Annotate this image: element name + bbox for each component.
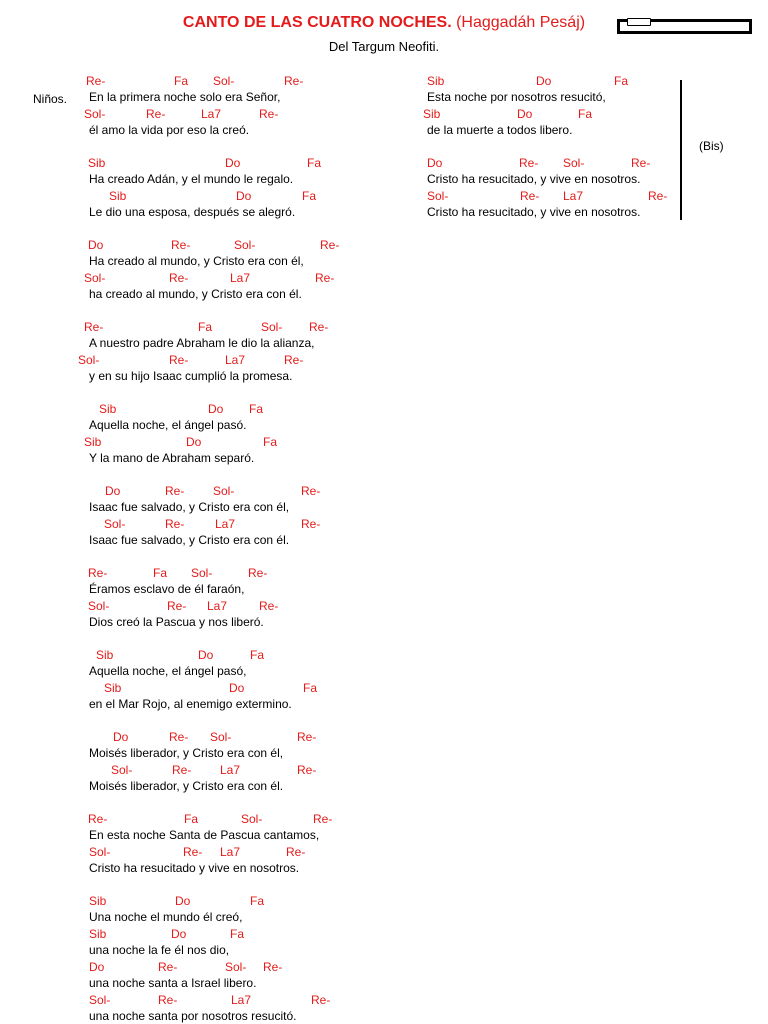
chord: Re- bbox=[284, 74, 304, 88]
chord: Sol- bbox=[84, 271, 106, 285]
chord: La7 bbox=[225, 353, 246, 367]
chord: Re- bbox=[169, 730, 189, 744]
chord: Re- bbox=[301, 517, 321, 531]
lyric-line: Aquella noche, el ángel pasó, bbox=[89, 664, 247, 678]
lyric-line: una noche santa a Israel libero. bbox=[89, 976, 257, 990]
chord: Do bbox=[536, 74, 552, 88]
chord: Fa bbox=[263, 435, 278, 449]
chord: Sib bbox=[96, 648, 114, 662]
chord: Fa bbox=[230, 927, 245, 941]
chord: Re- bbox=[301, 484, 321, 498]
chord: Re- bbox=[158, 960, 178, 974]
lyric-line: en el Mar Rojo, al enemigo extermino. bbox=[89, 697, 292, 711]
chord: Sib bbox=[99, 402, 117, 416]
chord: La7 bbox=[207, 599, 228, 613]
chord: Sol- bbox=[111, 763, 133, 777]
lyric-line: ha creado al mundo, y Cristo era con él. bbox=[89, 287, 302, 301]
chord: Re- bbox=[165, 517, 185, 531]
chord: Fa bbox=[174, 74, 189, 88]
chord: Re- bbox=[313, 812, 333, 826]
chord: Sol- bbox=[213, 74, 235, 88]
chord: Fa bbox=[302, 189, 317, 203]
chord: Re- bbox=[631, 156, 651, 170]
chord: Fa bbox=[303, 681, 318, 695]
chord: Do bbox=[175, 894, 191, 908]
repeat-bracket bbox=[680, 80, 682, 220]
chord: Sol- bbox=[261, 320, 283, 334]
lyric-line: Y la mano de Abraham separó. bbox=[89, 451, 255, 465]
chord: La7 bbox=[201, 107, 222, 121]
chord: Sol- bbox=[88, 599, 110, 613]
chord: Fa bbox=[198, 320, 213, 334]
chord: Re- bbox=[309, 320, 329, 334]
chord: La7 bbox=[230, 271, 251, 285]
lyric-line: Esta noche por nosotros resucitó, bbox=[427, 90, 606, 104]
chord: Re- bbox=[263, 960, 283, 974]
lyric-line: Cristo ha resucitado, y vive en nosotros. bbox=[427, 172, 641, 186]
chord: Re- bbox=[169, 353, 189, 367]
chord: Fa bbox=[153, 566, 168, 580]
lyric-line: Cristo ha resucitado, y vive en nosotros. bbox=[427, 205, 641, 219]
lyric-line: Ha creado al mundo, y Cristo era con él, bbox=[89, 254, 304, 268]
chord: Sib bbox=[109, 189, 127, 203]
header-box bbox=[617, 19, 752, 34]
lyric-line: Isaac fue salvado, y Cristo era con él, bbox=[89, 500, 290, 514]
lyric-line: Éramos esclavo de él faraón, bbox=[89, 582, 245, 596]
lyric-line: Ha creado Adán, y el mundo le regalo. bbox=[89, 172, 294, 186]
song-subtitle: Del Targum Neofiti. bbox=[328, 39, 440, 54]
chord: Re- bbox=[519, 156, 539, 170]
chord: Re- bbox=[84, 320, 104, 334]
chord: Do bbox=[236, 189, 252, 203]
repeat-label: (Bis) bbox=[699, 139, 724, 153]
chord: La7 bbox=[220, 763, 241, 777]
song-title-main: CANTO DE LAS CUATRO NOCHES. bbox=[182, 14, 452, 31]
chord: Fa bbox=[307, 156, 322, 170]
lyric-line: Dios creó la Pascua y nos liberó. bbox=[89, 615, 264, 629]
chord: Sol- bbox=[241, 812, 263, 826]
chord: Re- bbox=[165, 484, 185, 498]
chord: Re- bbox=[311, 993, 331, 1007]
chord: Re- bbox=[172, 763, 192, 777]
lyric-line: En esta noche Santa de Pascua cantamos, bbox=[89, 828, 320, 842]
chord: La7 bbox=[215, 517, 236, 531]
header-box-tab bbox=[627, 18, 651, 26]
chord: Re- bbox=[259, 107, 279, 121]
lyric-line: Aquella noche, el ángel pasó. bbox=[89, 418, 247, 432]
lyric-line: Una noche el mundo él creó, bbox=[89, 910, 243, 924]
chord: Do bbox=[88, 238, 104, 252]
chord: Sol- bbox=[225, 960, 247, 974]
chord: Re- bbox=[315, 271, 335, 285]
chord: Sol- bbox=[210, 730, 232, 744]
chord: Re- bbox=[520, 189, 540, 203]
chord: Fa bbox=[614, 74, 629, 88]
chord: Do bbox=[198, 648, 214, 662]
chord: Re- bbox=[284, 353, 304, 367]
lyric-line: él amo la vida por eso la creó. bbox=[89, 123, 250, 137]
chord: Do bbox=[113, 730, 129, 744]
lyric-line: Isaac fue salvado, y Cristo era con él. bbox=[89, 533, 290, 547]
chord: Fa bbox=[249, 402, 264, 416]
chord: Sol- bbox=[89, 845, 111, 859]
lyric-line: Le dio una esposa, después se alegró. bbox=[89, 205, 296, 219]
chord: Fa bbox=[250, 648, 265, 662]
lyric-line: una noche la fe él nos dio, bbox=[89, 943, 230, 957]
lyric-line: Moisés liberador, y Cristo era con él. bbox=[89, 779, 284, 793]
chord: Re- bbox=[169, 271, 189, 285]
chord: Do bbox=[427, 156, 443, 170]
chord: Do bbox=[186, 435, 202, 449]
chord: Fa bbox=[250, 894, 265, 908]
chord: Re- bbox=[86, 74, 106, 88]
chord: Sib bbox=[84, 435, 102, 449]
chord: Fa bbox=[578, 107, 593, 121]
chord: Re- bbox=[286, 845, 306, 859]
lyric-line: de la muerte a todos libero. bbox=[427, 123, 573, 137]
chord: Re- bbox=[158, 993, 178, 1007]
chord: Do bbox=[171, 927, 187, 941]
chord: Do bbox=[208, 402, 224, 416]
chord: Re- bbox=[248, 566, 268, 580]
chord: Do bbox=[105, 484, 121, 498]
chord: Re- bbox=[648, 189, 668, 203]
chord: Sib bbox=[427, 74, 445, 88]
speaker-label: Niños. bbox=[33, 92, 68, 106]
lyric-line: una noche santa por nosotros resucitó. bbox=[89, 1009, 297, 1023]
chord: La7 bbox=[563, 189, 584, 203]
chord: Re- bbox=[320, 238, 340, 252]
chord: Sol- bbox=[89, 993, 111, 1007]
chord: Sol- bbox=[213, 484, 235, 498]
chord: Re- bbox=[183, 845, 203, 859]
chord: Re- bbox=[88, 812, 108, 826]
chord: Sol- bbox=[563, 156, 585, 170]
chord: Sib bbox=[88, 156, 106, 170]
chord: Do bbox=[517, 107, 533, 121]
lyric-line: Moisés liberador, y Cristo era con él, bbox=[89, 746, 284, 760]
chord: Do bbox=[89, 960, 105, 974]
chord: La7 bbox=[231, 993, 252, 1007]
chord: Sol- bbox=[191, 566, 213, 580]
chord: Fa bbox=[184, 812, 199, 826]
chord: Re- bbox=[146, 107, 166, 121]
chord: Re- bbox=[297, 763, 317, 777]
chord: Sol- bbox=[84, 107, 106, 121]
chord: Sol- bbox=[234, 238, 256, 252]
chord: Sib bbox=[89, 927, 107, 941]
chord: Sib bbox=[423, 107, 441, 121]
chord: Re- bbox=[88, 566, 108, 580]
lyric-line: Cristo ha resucitado y vive en nosotros. bbox=[89, 861, 300, 875]
chord: Sol- bbox=[104, 517, 126, 531]
chord: Sib bbox=[104, 681, 122, 695]
chord: Re- bbox=[167, 599, 187, 613]
chord: La7 bbox=[220, 845, 241, 859]
song-title-source: (Haggadáh Pesáj) bbox=[451, 14, 586, 31]
chord: Sol- bbox=[78, 353, 100, 367]
lyric-line: y en su hijo Isaac cumplió la promesa. bbox=[89, 369, 293, 383]
chord: Sol- bbox=[427, 189, 449, 203]
chord: Re- bbox=[171, 238, 191, 252]
lyric-line: A nuestro padre Abraham le dio la alianza, bbox=[89, 336, 315, 350]
chord: Do bbox=[229, 681, 245, 695]
chord: Re- bbox=[297, 730, 317, 744]
chord: Sib bbox=[89, 894, 107, 908]
chord: Re- bbox=[259, 599, 279, 613]
chord: Do bbox=[225, 156, 241, 170]
lyric-line: En la primera noche solo era Señor, bbox=[89, 90, 281, 104]
